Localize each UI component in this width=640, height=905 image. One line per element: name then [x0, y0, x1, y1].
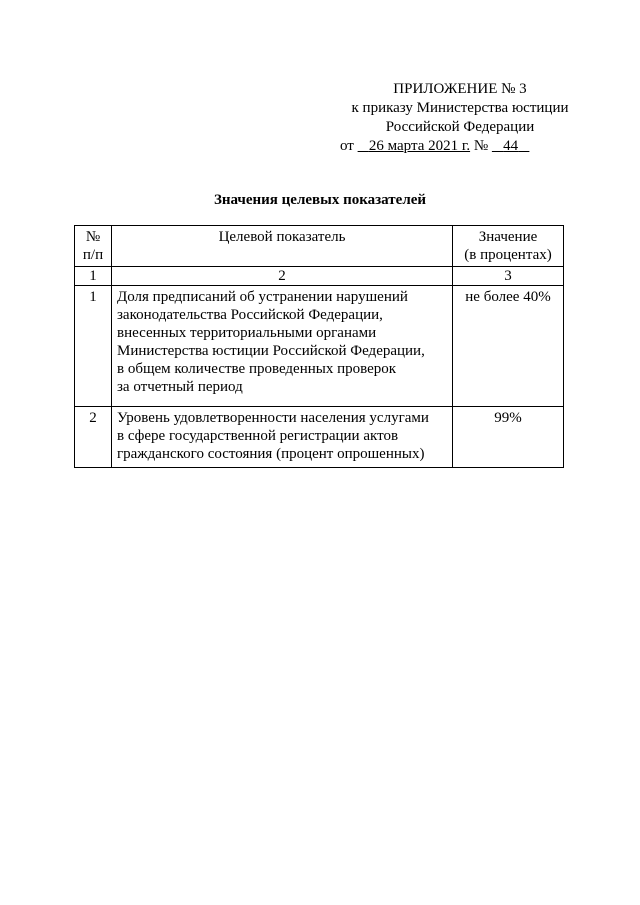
- number-label: №: [473, 138, 489, 154]
- order-reference: к приказу Министерства юстиции: [351, 100, 569, 116]
- column-number: 1: [75, 267, 112, 286]
- header-indicator: Целевой показатель: [112, 226, 453, 267]
- header-num: № п/п: [75, 226, 112, 267]
- row-number: 1: [75, 286, 112, 407]
- column-number: 3: [453, 267, 564, 286]
- order-date-line: [330, 137, 590, 156]
- row-value: 99%: [453, 407, 564, 468]
- date-prefix: от: [340, 138, 354, 154]
- table-row: [75, 286, 564, 407]
- ministry-name: Российской Федерации: [385, 119, 535, 135]
- row-indicator: Доля предписаний об устранении нарушений законодательства Российской Федерации, внесенных территориальными органами Министерства юстиции Российской Федерации, в общем количестве проведенных проверок за отчетный период: [112, 286, 453, 407]
- order-date: 26 марта 2021 г.: [368, 138, 471, 154]
- column-number: 2: [112, 267, 453, 286]
- annex-header: [330, 80, 590, 156]
- annex-title: ПРИЛОЖЕНИЕ № 3: [393, 81, 527, 97]
- table-header-row: [75, 226, 564, 267]
- page-title: Значения целевых показателей: [213, 192, 427, 208]
- row-value: не более 40%: [453, 286, 564, 407]
- row-number: 2: [75, 407, 112, 468]
- indicators-table: [74, 225, 564, 468]
- order-number: 44: [503, 138, 519, 154]
- row-indicator: Уровень удовлетворенности населения услугами в сфере государственной регистрации актов гражданского состояния (процент опрошенных): [112, 407, 453, 468]
- table-row: [75, 407, 564, 468]
- column-numbers-row: [75, 267, 564, 286]
- header-value: Значение (в процентах): [453, 226, 564, 267]
